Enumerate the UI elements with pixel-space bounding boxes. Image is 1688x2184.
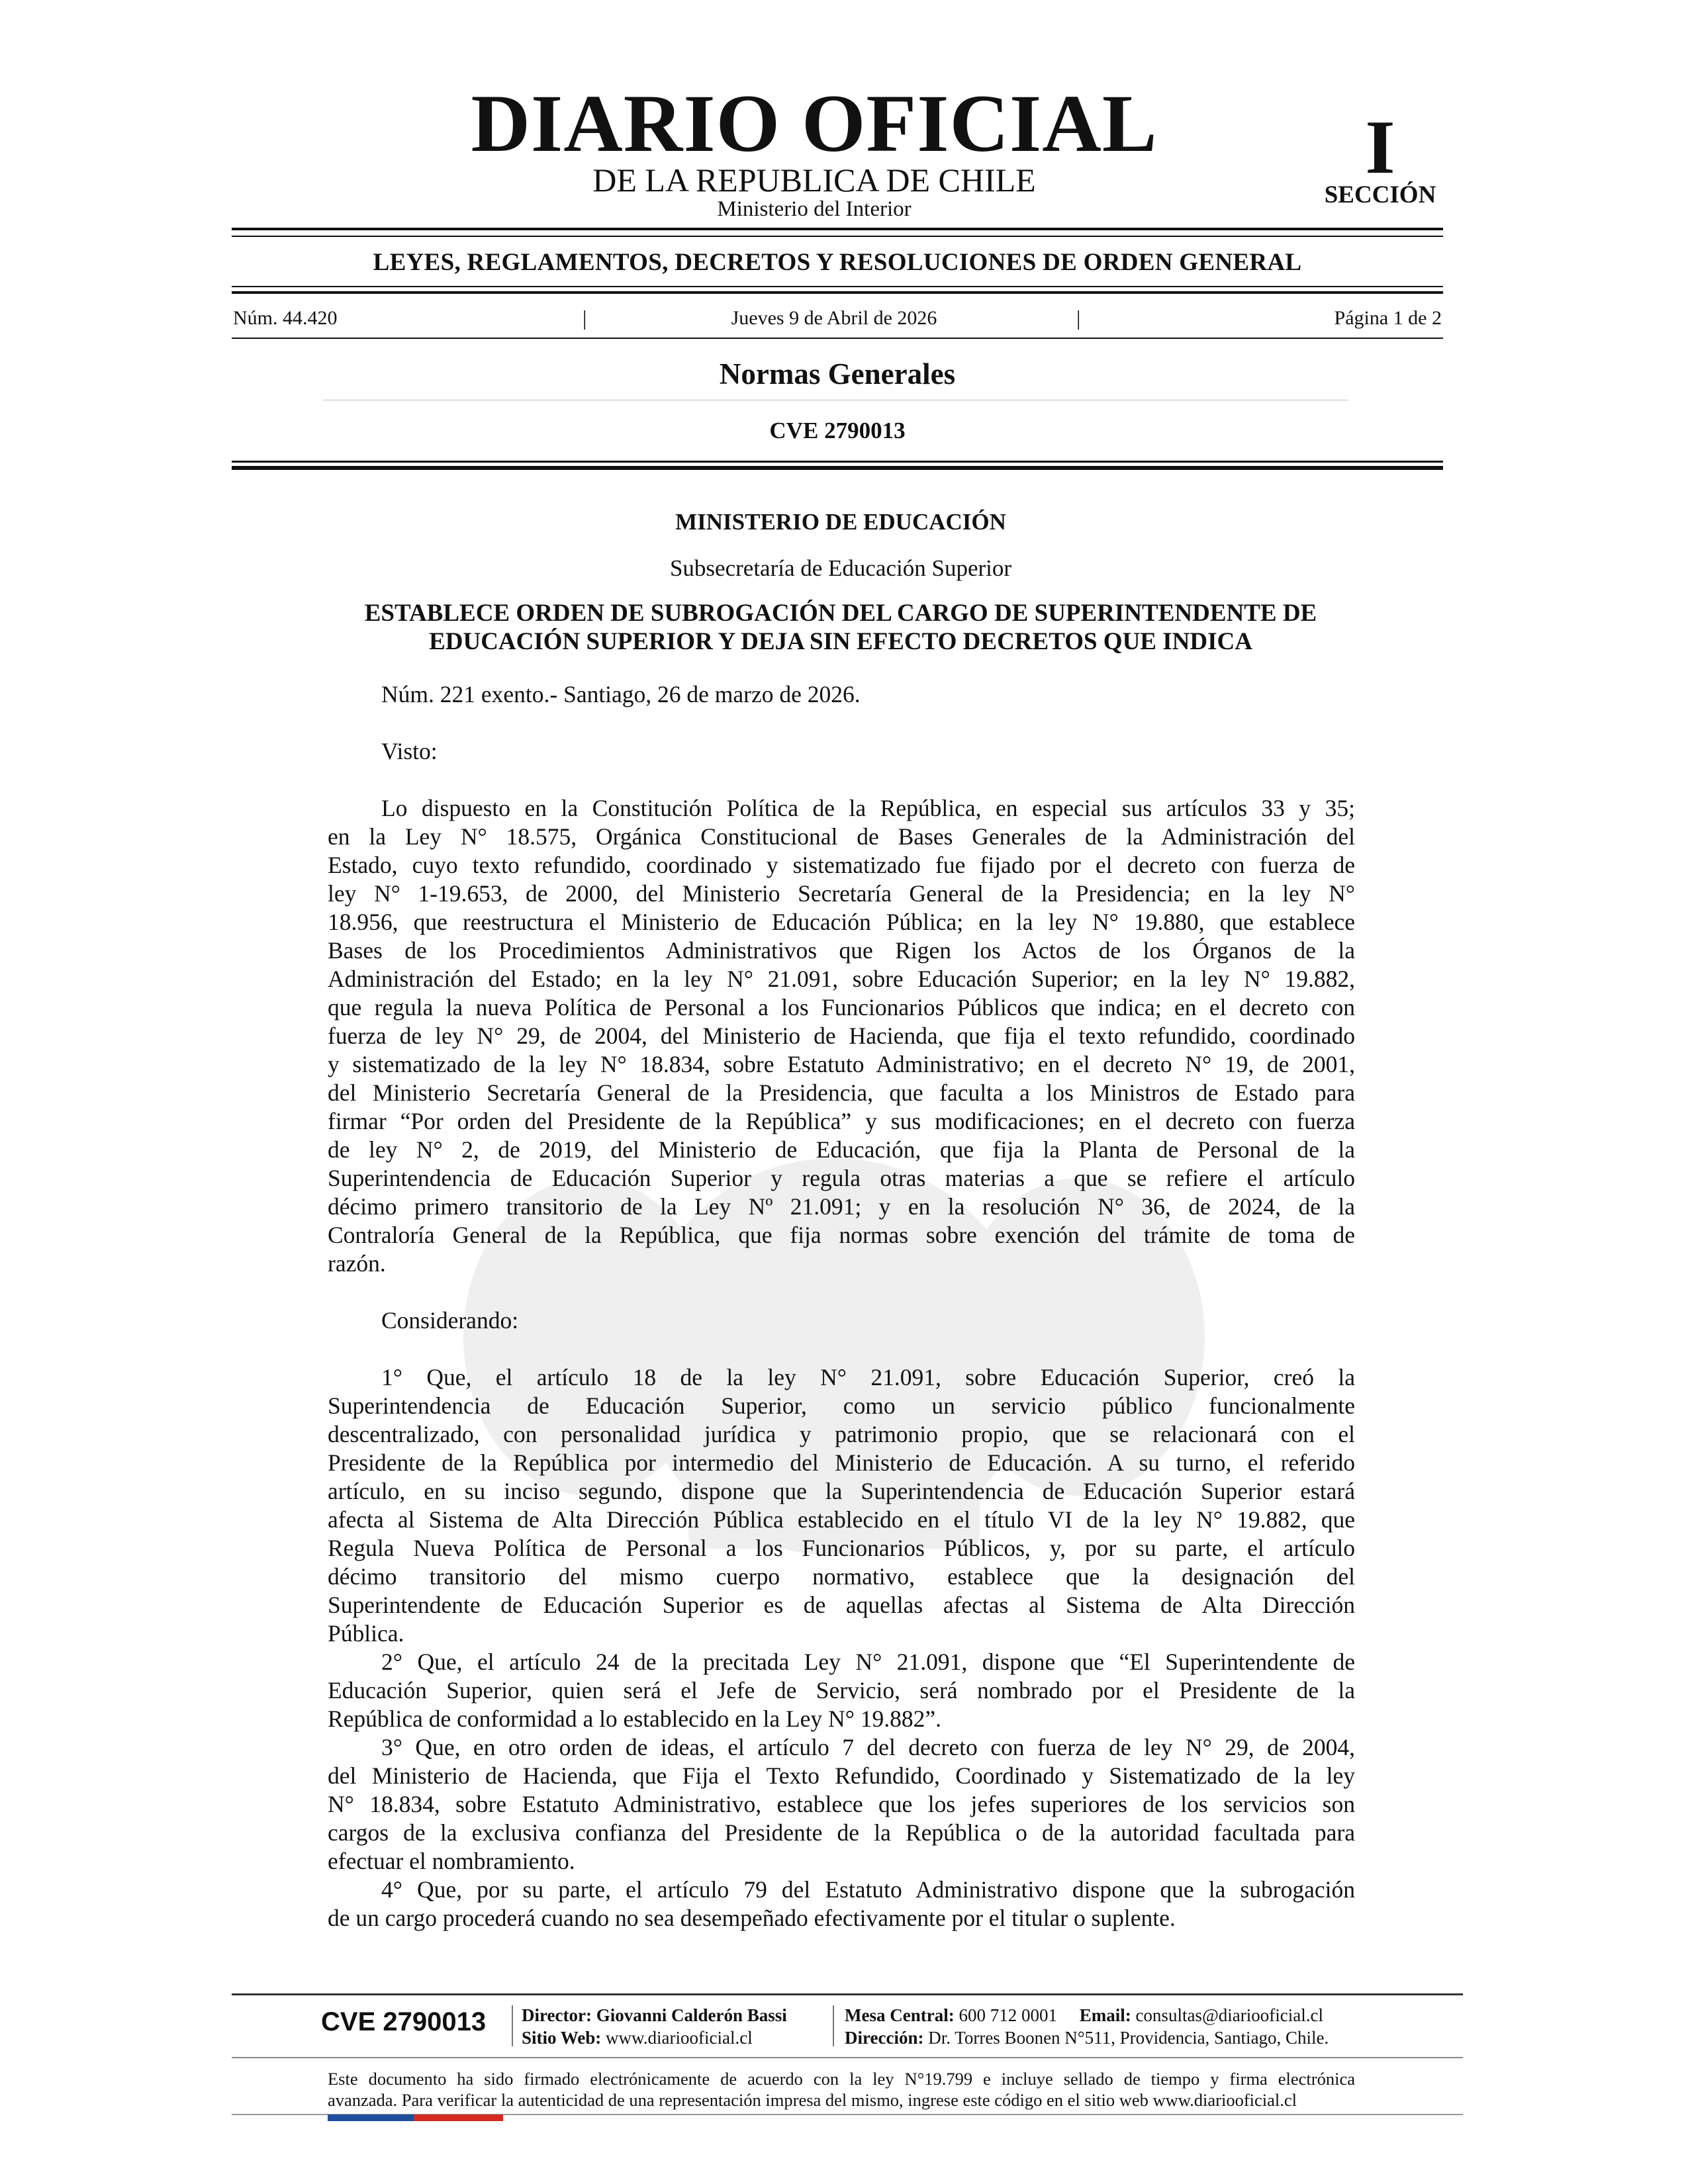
- footer-signature-note: Este documento ha sido firmado electrónicamente de acuerdo con la ley N°19.799 e incluye sellado de tiempo y firma electrónica: [328, 2069, 1355, 2089]
- footer-website: [522, 2029, 753, 2047]
- visto-line: Estado, cuyo texto refundido, coordinado y sistematizado fue fijado por el decreto con fuerza de: [328, 852, 1355, 878]
- footer-website-label: Sitio Web:: [522, 2028, 602, 2048]
- visto-line: 18.956, que reestructura el Ministerio de Educación Pública; en la ley N° 19.880, que establece: [328, 909, 1355, 935]
- masthead-rule-thick: [232, 228, 1443, 230]
- meta-separator: |: [583, 306, 587, 330]
- visto-line: y sistematizado de la ley N° 18.834, sobre Estatuto Administrativo; en el decreto N° 19, de 2001,: [328, 1051, 1355, 1077]
- footer-director-label: Director:: [522, 2005, 592, 2025]
- considerando-line: artículo, en su inciso segundo, dispone que la Superintendencia de Educación Superior estará: [328, 1478, 1355, 1504]
- section-heading: Normas Generales: [719, 357, 956, 390]
- page-indicator: Página 1 de 2: [1334, 307, 1442, 329]
- visto-line: que regula la nueva Política de Personal a los Funcionarios Públicos que indica; en el decreto con: [328, 994, 1355, 1021]
- considerando-line: 2° Que, el artículo 24 de la precitada Ley N° 21.091, dispone que “El Superintendente de: [381, 1649, 1355, 1675]
- footer-address-value: Dr. Torres Boonen N°511, Providencia, Santiago, Chile.: [928, 2028, 1329, 2048]
- masthead-subtitle: DE LA REPUBLICA DE CHILE: [592, 161, 1036, 199]
- footer-website-link[interactable]: www.diariooficial.cl: [606, 2028, 753, 2048]
- footer-email-link[interactable]: consultas@diariooficial.cl: [1135, 2005, 1323, 2025]
- considerando-line: Educación Superior, quien será el Jefe de Servicio, será nombrado por el Presidente de la: [328, 1677, 1355, 1704]
- footer-address: [845, 2029, 1329, 2047]
- footer-address-label: Dirección:: [845, 2028, 924, 2048]
- considerando-line: República de conformidad a lo establecido en la Ley N° 19.882”.: [328, 1706, 942, 1732]
- visto-line: Bases de los Procedimientos Administrativos que Rigen los Actos de los Órganos de la: [328, 937, 1355, 964]
- footer-mesa-label: Mesa Central:: [845, 2005, 955, 2025]
- footer-middle-rule: [232, 2057, 1463, 2058]
- visto-line: Lo dispuesto en la Constitución Política de la República, en especial sus artículos 33 y 35;: [381, 795, 1355, 821]
- considerando-line: Presidente de la República por intermedio del Ministerio de Educación. A su turno, el referido: [328, 1449, 1355, 1476]
- meta-separator: |: [1076, 306, 1081, 330]
- considerando-line: 3° Que, en otro orden de ideas, el artículo 7 del decreto con fuerza de ley N° 29, de 2004,: [381, 1734, 1355, 1760]
- subsecretaria-heading: Subsecretaría de Educación Superior: [669, 555, 1012, 581]
- visto-line: ley N° 1-19.653, de 2000, del Ministerio Secretaría General de la Presidencia; en la ley N°: [328, 880, 1355, 907]
- considerando-line: efectuar el nombramiento.: [328, 1848, 575, 1874]
- banner-leyes: LEYES, REGLAMENTOS, DECRETOS Y RESOLUCIONES DE ORDEN GENERAL: [373, 249, 1302, 276]
- visto-line: firmar “Por orden del Presidente de la República” y sus modificaciones; en el decreto con fuerza: [328, 1108, 1355, 1134]
- visto-line: de ley N° 2, de 2019, del Ministerio de Educación, que fija la Planta de Personal de la: [328, 1136, 1355, 1163]
- footer-email-label: Email:: [1079, 2005, 1131, 2025]
- visto-line: razón.: [328, 1250, 386, 1277]
- masthead-title: DIARIO OFICIAL: [471, 78, 1158, 169]
- considerando-line: descentralizado, con personalidad jurídica y patrimonio propio, que se relacionará con el: [328, 1421, 1355, 1447]
- visto-line: Administración del Estado; en la ley N° 21.091, sobre Educación Superior; en la ley N° 19.882,: [328, 966, 1355, 992]
- masthead-rule-thin: [232, 236, 1443, 237]
- decree-title: [324, 599, 1357, 656]
- considerando-line: Regula Nueva Política de Personal a los Funcionarios Públicos, y, por su parte, el artículo: [328, 1535, 1355, 1561]
- considerando-line: Superintendencia de Educación Superior, como un servicio público funcionalmente: [328, 1392, 1355, 1419]
- visto-line: Contraloría General de la República, que fija normas sobre exención del trámite de toma de: [328, 1222, 1355, 1248]
- masthead-ministry: Ministerio del Interior: [717, 197, 912, 221]
- considerando-line: N° 18.834, sobre Estatuto Administrativo, establece que los jefes superiores de los servicios son: [328, 1791, 1355, 1817]
- considerando-line: 1° Que, el artículo 18 de la ley N° 21.091, sobre Educación Superior, creó la: [381, 1364, 1355, 1390]
- footer-director: [522, 2007, 787, 2025]
- section-number: I: [1365, 105, 1395, 190]
- footer-director-value: Giovanni Calderón Bassi: [596, 2005, 787, 2025]
- considerando-line: Pública.: [328, 1620, 404, 1647]
- considerando-line: décimo transitorio del mismo cuerpo normativo, establece que la designación del: [328, 1563, 1355, 1590]
- decree-title-line: EDUCACIÓN SUPERIOR Y DEJA SIN EFECTO DECRETOS QUE INDICA: [429, 628, 1252, 655]
- footer-signature-note: avanzada. Para verificar la autenticidad de una representación impresa del mismo, ingrese este código en el sitio web www.diariooficial.cl: [328, 2090, 1297, 2110]
- footer-divider: [512, 2005, 513, 2046]
- considerando-line: Superintendente de Educación Superior es de aquellas afectas al Sistema de Alta Dirección: [328, 1592, 1355, 1618]
- considerando-line: 4° Que, por su parte, el artículo 79 del Estatuto Administrativo dispone que la subrogación: [381, 1876, 1355, 1903]
- header-bottom-rule-thin: [232, 461, 1443, 463]
- footer-mesa-central: [845, 2007, 1323, 2025]
- meta-rule: [232, 338, 1443, 339]
- issue-number: Núm. 44.420: [233, 307, 338, 329]
- banner-rule-thin: [232, 286, 1443, 287]
- visto-line: décimo primero transitorio de la Ley Nº 21.091; y en la resolución N° 36, de 2024, de la: [328, 1193, 1355, 1220]
- visto-line: Superintendencia de Educación Superior y regula otras materias a que se refiere el artículo: [328, 1165, 1355, 1191]
- decree-title-line: ESTABLECE ORDEN DE SUBROGACIÓN DEL CARGO DE SUPERINTENDENTE DE: [364, 600, 1317, 627]
- footer-top-rule: [232, 1993, 1463, 1995]
- footer-divider: [833, 2005, 834, 2046]
- section-label: SECCIÓN: [1324, 181, 1436, 208]
- ministry-heading: MINISTERIO DE EDUCACIÓN: [675, 509, 1006, 535]
- considerando-line: de un cargo procederá cuando no sea desempeñado efectivamente por el titular o suplente.: [328, 1905, 1176, 1931]
- considerando-line: del Ministerio de Hacienda, que Fija el Texto Refundido, Coordinado y Sistematizado de la ley: [328, 1762, 1355, 1789]
- issue-date: Jueves 9 de Abril de 2026: [731, 307, 937, 329]
- considerando-line: cargos de la exclusiva confianza del Presidente de la República o de la autoridad facultada para: [328, 1819, 1355, 1846]
- cve-code: CVE 2790013: [769, 418, 906, 443]
- flag-stripe-blue: [328, 2115, 414, 2121]
- footer-mesa-value: 600 712 0001: [959, 2005, 1057, 2025]
- decree-number: Núm. 221 exento.- Santiago, 26 de marzo de 2026.: [381, 681, 861, 707]
- visto-line: en la Ley N° 18.575, Orgánica Constitucional de Bases Generales de la Administración del: [328, 823, 1355, 850]
- visto-line: fuerza de ley N° 29, de 2004, del Ministerio de Hacienda, que fija el texto refundido, coordinado: [328, 1023, 1355, 1049]
- considerando-line: afecta al Sistema de Alta Dirección Pública establecido en el título VI de la ley N° 19.882, que: [328, 1506, 1355, 1533]
- flag-stripe-red: [414, 2115, 503, 2121]
- visto-label: Visto:: [381, 738, 438, 764]
- footer-cve-code: CVE 2790013: [321, 2007, 487, 2036]
- banner-rule-thick: [232, 291, 1443, 294]
- visto-line: del Ministerio Secretaría General de la Presidencia, que faculta a los Ministros de Estado para: [328, 1079, 1355, 1106]
- header-bottom-rule-thick: [232, 466, 1443, 470]
- considerando-label: Considerando:: [381, 1307, 519, 1334]
